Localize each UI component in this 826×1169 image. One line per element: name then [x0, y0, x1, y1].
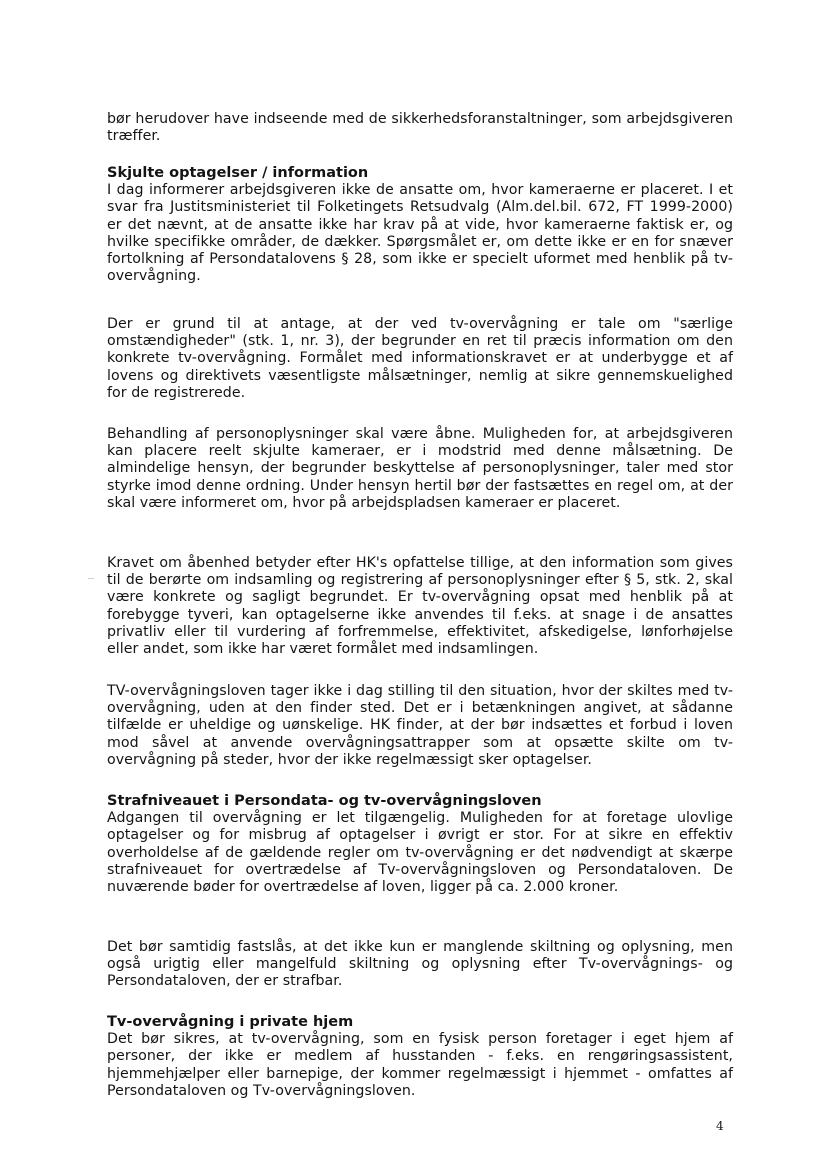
body-paragraph: I dag informerer arbejdsgiveren ikke de ansatte om, hvor kameraerne er placeret. I et svar fra Justitsministeriet til Folketingets Retsudvalg (Alm.del.bil. 672, FT 1999-2000) er det nævnt, at de ansatte ikke har krav på at vide, hvor kameraerne faktisk er, og hvilke specifikke områder, de dækker. Spørgsmålet er, om dette ikke er en for snæver fortolkning af Persondatalovens § 28, som ikke er specielt uformet med henblik på tv-overvågning. — [107, 182, 733, 285]
intro-paragraph: bør herudover have indseende med de sikkerhedsforanstaltninger, som arbejdsgiveren træffer. — [107, 111, 733, 145]
paragraph-block — [107, 426, 733, 512]
section-penalty-level — [107, 793, 733, 896]
body-paragraph: Adgangen til overvågning er let tilgængelig. Muligheden for at foretage ulovlige optagelser og for misbrug af optagelser i øvrigt er stor. For at sikre en effektiv overholdelse af de gældende regler om tv-overvågning er det nødvendigt at skærpe strafniveauet for overtrædelse af Tv-overvågningsloven og Persondataloven. De nuværende bøder for overtrædelse af loven, ligger på ca. 2.000 kroner. — [107, 810, 733, 896]
paragraph-block — [107, 683, 733, 769]
body-paragraph: Der er grund til at antage, at der ved tv-overvågning er tale om "særlige omstændigheder" (stk. 1, nr. 3), der begrunder en ret til præcis information om den konkrete tv-overvågning. Formålet med informationskravet er at underbygge et af lovens og direktivets væsentligste målsætninger, nemlig at sikre gennemskuelighed for de registrerede. — [107, 316, 733, 401]
body-paragraph: TV-overvågningsloven tager ikke i dag stilling til den situation, hvor der skiltes med tv-overvågning, uden at den finder sted. Det er i betænkningen angivet, at sådanne tilfælde er uheldige og uønskelige. HK finder, at der bør indsættes et forbud i loven mod såvel at anvende overvågningsattrapper som at opsætte skilte om tv-overvågning på steder, hvor der ikke regelmæssigt sker optagelser. — [107, 683, 733, 768]
body-paragraph: Behandling af personoplysninger skal være åbne. Muligheden for, at arbejdsgiveren kan placere reelt skjulte kameraer, er i modstrid med denne målsætning. De almindelige hensyn, der begrunder beskyttelse af personoplysninger, taler med stor styrke imod denne ordning. Under hensyn hertil bør der fastsættes en regel om, at der skal være informeret om, hvor på arbejdspladsen kameraer er placeret. — [107, 426, 733, 511]
body-paragraph: Det bør sikres, at tv-overvågning, som en fysisk person foretager i eget hjem af personer, der ikke er medlem af husstanden - f.eks. en rengøringsassistent, hjemmehjælper eller barnepige, der kommer regelmæssigt i hjemmet - omfattes af Persondataloven og Tv-overvågningsloven. — [107, 1031, 733, 1099]
body-paragraph: Kravet om åbenhed betyder efter HK's opfattelse tillige, at den information som gives til de berørte om indsamling og registrering af personoplysninger efter § 5, stk. 2, skal være konkrete og sagligt begrundet. Er tv-overvågning opsat med henblik på at forebygge tyveri, kan optagelserne ikke anvendes til f.eks. at snage i de ansattes privatliv eller til vurdering af forfremmelse, effektivitet, afskedigelse, lønforhøjelse eller andet, som ikke har været formålet med indsamlingen. — [107, 555, 733, 658]
paragraph-block — [107, 939, 733, 991]
section-private-homes — [107, 1014, 733, 1100]
section-heading: Tv-overvågning i private hjem — [107, 1014, 354, 1030]
scan-artifact — [88, 578, 94, 579]
body-paragraph: Det bør samtidig fastslås, at det ikke kun er manglende skiltning og oplysning, men også urigtig eller mangelfuld skiltning og oplysning efter Tv-overvågnings- og Persondataloven, der er strafbar. — [107, 939, 733, 990]
section-heading: Strafniveauet i Persondata- og tv-overvågningsloven — [107, 793, 542, 809]
intro-paragraph-block — [107, 111, 733, 145]
section-heading: Skjulte optagelser / information — [107, 165, 369, 181]
paragraph-block — [107, 555, 733, 658]
paragraph-block — [107, 316, 733, 402]
page-number: 4 — [716, 1119, 724, 1133]
section-hidden-recordings — [107, 165, 733, 285]
